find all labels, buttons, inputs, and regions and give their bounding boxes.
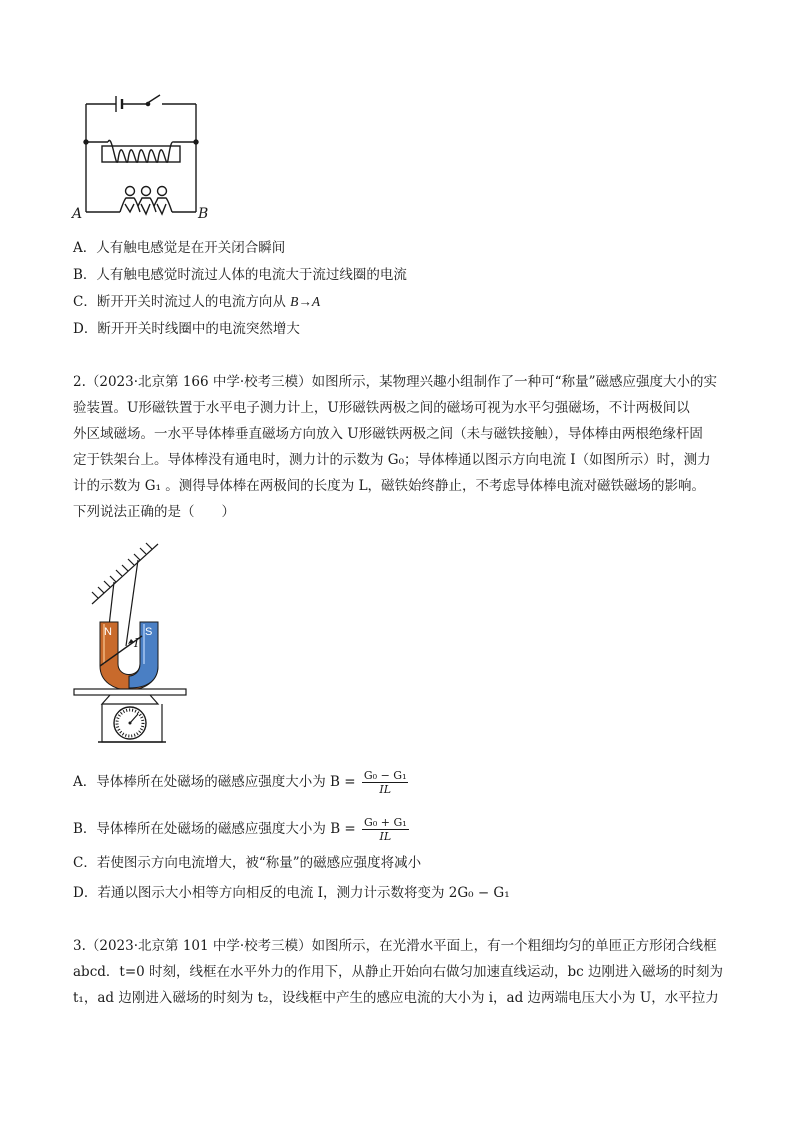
q2-option-b-text: B．导体棒所在处磁场的磁感应强度大小为 B = xyxy=(73,821,356,837)
q2-source: 2.（2023·北京第 166 中学·校考三模） xyxy=(73,374,312,390)
q2-line-1 xyxy=(73,369,733,395)
q2-option-b-fraction xyxy=(362,816,409,843)
q2-option-a-fraction xyxy=(362,769,409,796)
q2-line-1-rest: 如图所示，某物理兴趣小组制作了一种可“称量”磁感应强度大小的实 xyxy=(311,374,717,390)
pole-s-label: S xyxy=(145,626,153,638)
q2-option-b-numerator: G₀ + G₁ xyxy=(364,816,407,829)
q3-line-3: t₁，ad 边刚进入磁场的时刻为 t₂，设线框中产生的感应电流的大小为 i，ad 边两端电压大小为 U，水平拉力 xyxy=(73,990,719,1006)
q2-line-2: 验装置。U形磁铁置于水平电子测力计上，U形磁铁两极之间的磁场可视为水平匀强磁场，不计两极间以 xyxy=(73,400,690,416)
current-label: I xyxy=(134,636,139,650)
label-a: A xyxy=(72,206,83,222)
q1-option-c-direction: B→A xyxy=(290,294,321,309)
q3-stem xyxy=(73,933,733,1011)
q1-option-b: B．人有触电感觉时流过人体的电流大于流过线圈的电流 xyxy=(73,267,407,283)
q2-option-b xyxy=(73,816,409,843)
q2-stem xyxy=(73,369,733,525)
q2-option-a-denominator: IL xyxy=(379,783,391,796)
q2-line-6: 下列说法正确的是（ ） xyxy=(73,504,235,520)
q1-option-c-text: C．断开开关时流过人的电流方向从 xyxy=(73,294,291,310)
q2-line-4: 定于铁架台上。导体棒没有通电时，测力计的示数为 G₀；导体棒通以图示方向电流 I（如图所示）时，测力 xyxy=(73,452,711,468)
q2-option-a-text: A．导体棒所在处磁场的磁感应强度大小为 B = xyxy=(73,774,356,790)
q1-option-d: D．断开开关时线圈中的电流突然增大 xyxy=(73,321,300,337)
q2-option-d: D．若通以图示大小相等方向相反的电流 I，测力计示数将变为 2G₀ − G₁ xyxy=(73,885,510,901)
q2-option-a xyxy=(73,769,408,796)
q2-line-5: 计的示数为 G₁ 。测得导体棒在两极间的长度为 L，磁铁始终静止，不考虑导体棒电流对磁铁磁场的影响。 xyxy=(73,478,706,494)
q1-option-a: A．人有触电感觉是在开关闭合瞬间 xyxy=(73,240,286,256)
q2-option-a-numerator: G₀ − G₁ xyxy=(363,769,407,782)
q2-option-b-denominator: IL xyxy=(379,830,392,843)
pole-n-label: N xyxy=(104,626,112,638)
q2-line-3: 外区域磁场。一水平导体棒垂直磁场方向放入 U形磁铁两极之间（未与磁铁接触），导体棒由两根绝缘杆固 xyxy=(73,426,703,442)
q2-option-c: C．若使图示方向电流增大，被“称量”的磁感应强度将减小 xyxy=(73,855,422,871)
q3-line-2: abcd．t=0 时刻，线框在水平外力的作用下，从静止开始向右做匀加速直线运动，bc 边刚进入磁场的时刻为 xyxy=(73,964,724,980)
q1-option-c xyxy=(73,292,320,312)
label-b: B xyxy=(198,206,209,222)
q3-line-1: 3.（2023·北京第 101 中学·校考三模）如图所示，在光滑水平面上，有一个粗细均匀的单匝正方形闭合线框 xyxy=(73,938,717,954)
